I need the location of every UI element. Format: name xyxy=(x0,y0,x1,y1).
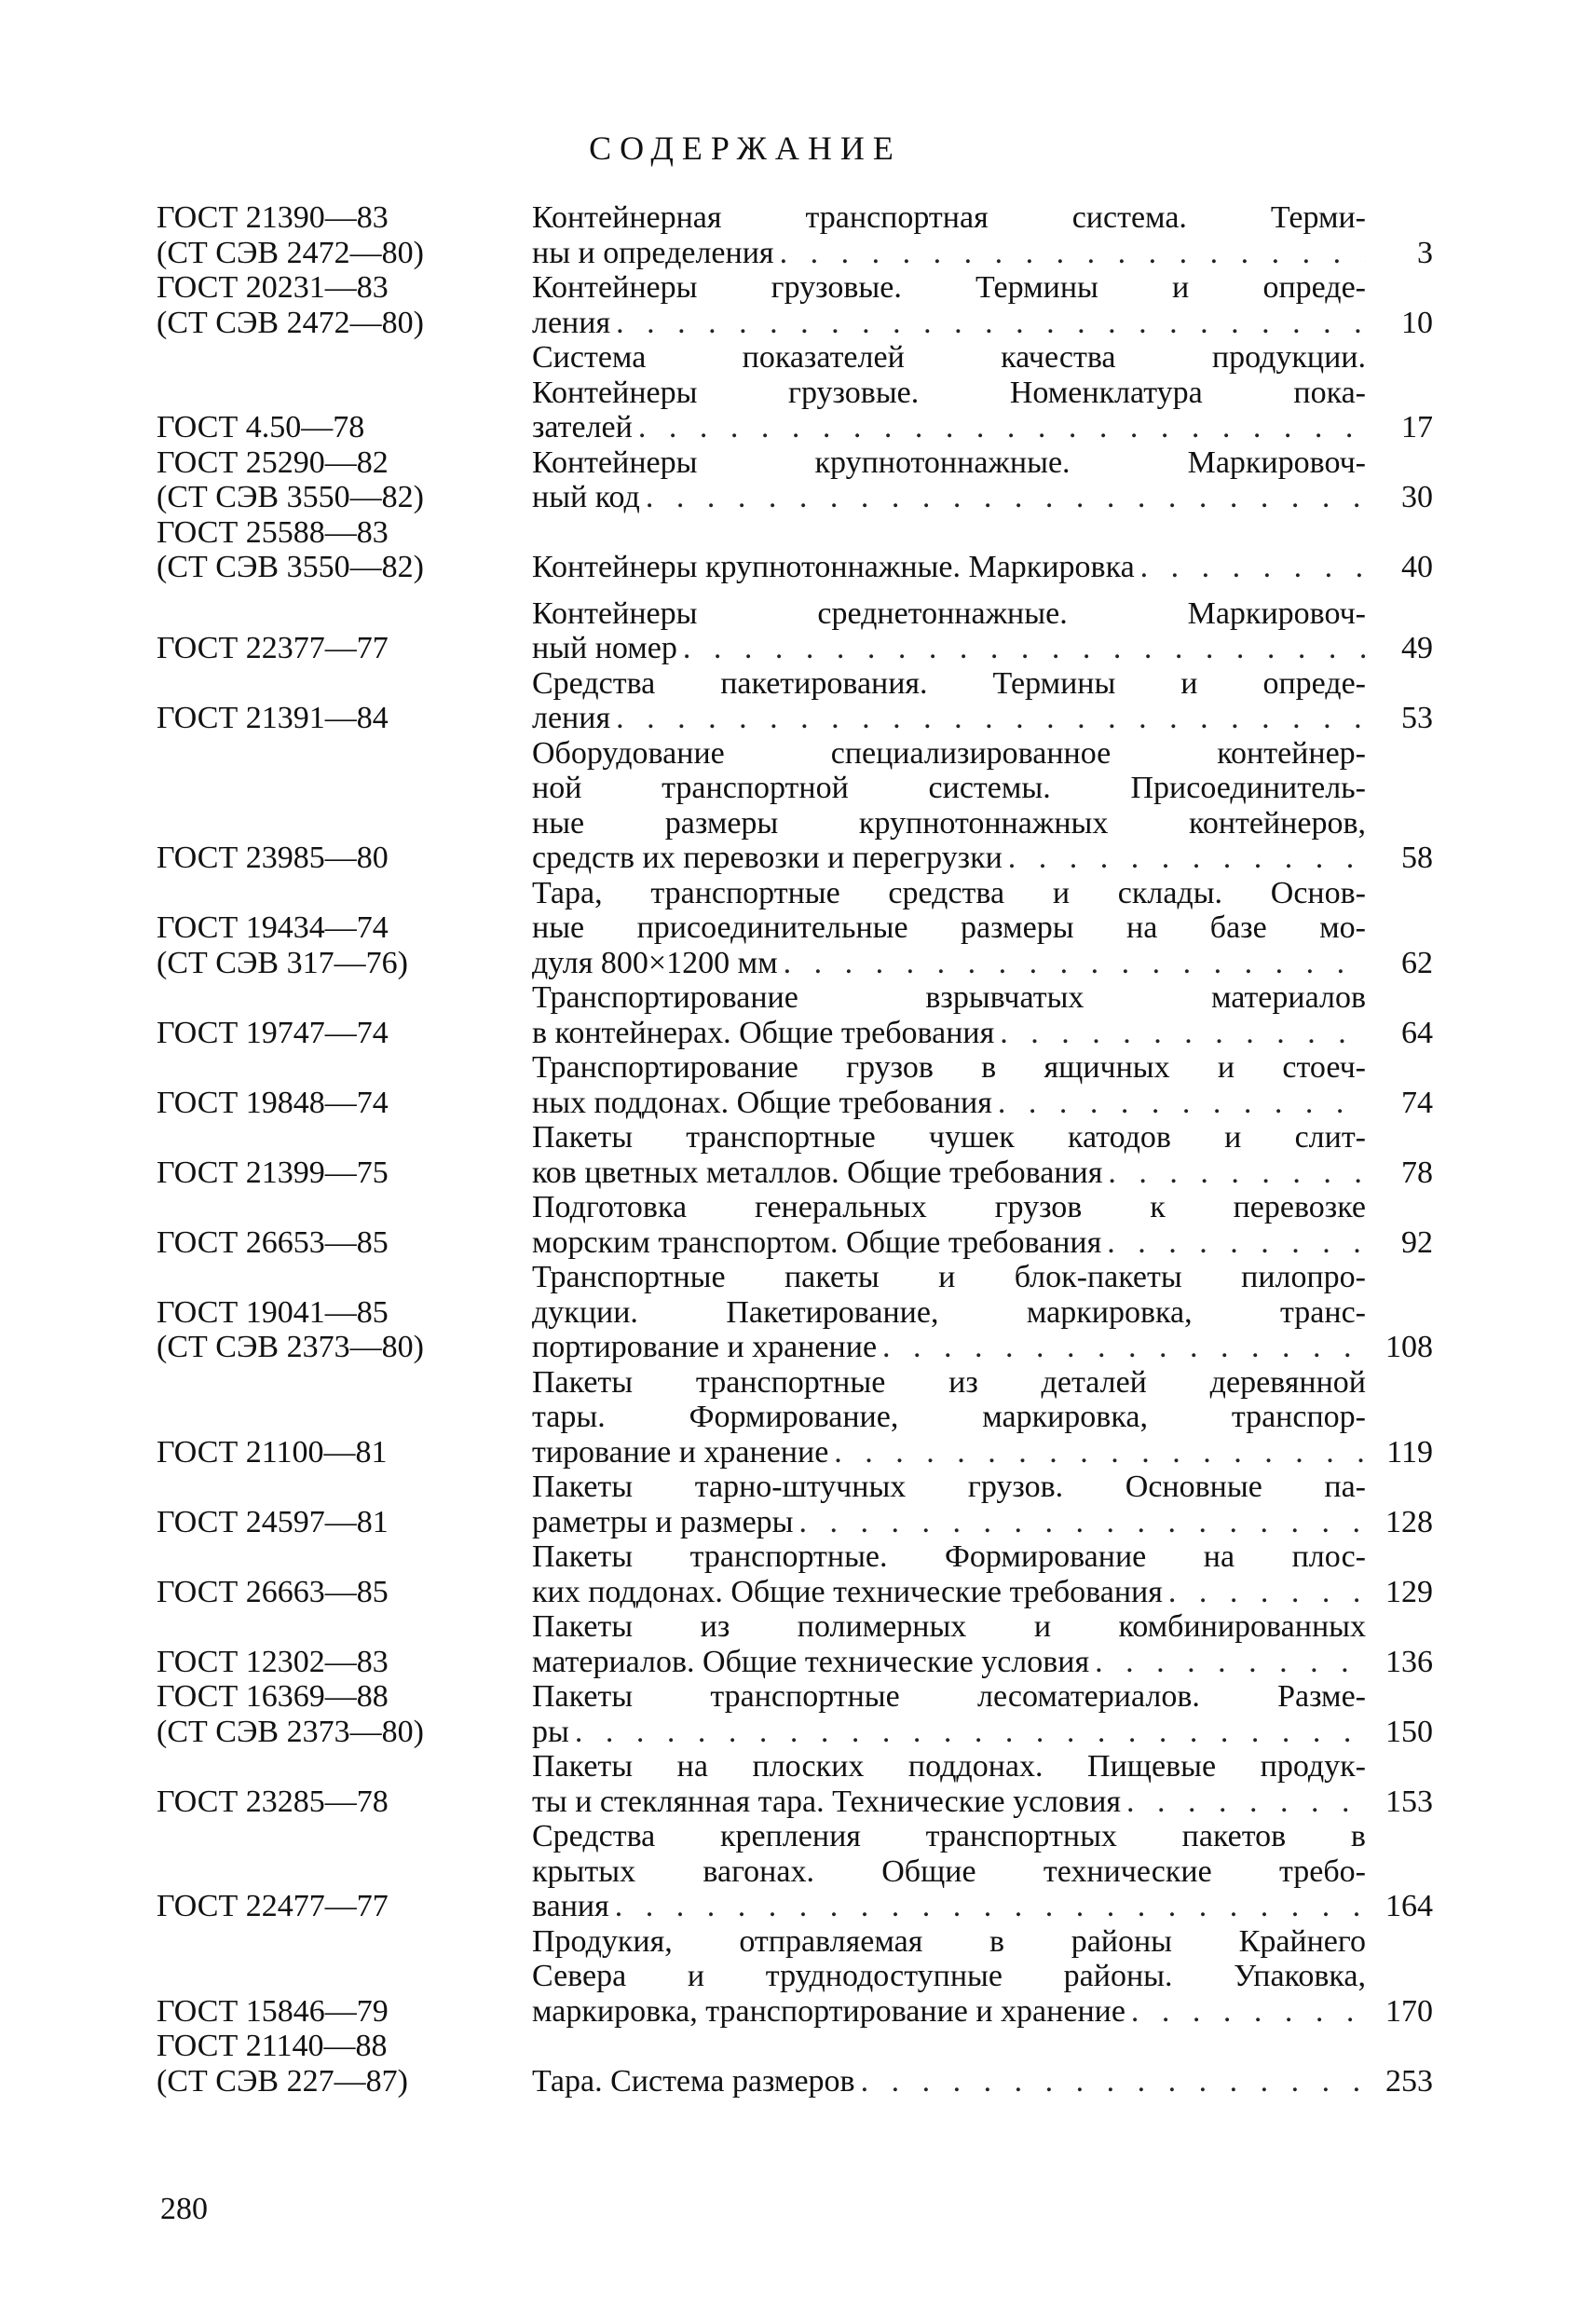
title-line xyxy=(532,480,1366,515)
standard-codes xyxy=(157,1645,532,1680)
toc-entry xyxy=(157,340,1433,445)
entry-title xyxy=(532,340,1366,445)
gost-code: ГОСТ 24597—81 xyxy=(157,1504,389,1539)
st-sev-code: (СТ СЭВ 317—76) xyxy=(157,945,408,980)
title-line-text: ный код xyxy=(532,480,640,514)
st-sev-code: (СТ СЭВ 2472—80) xyxy=(157,305,424,340)
gost-code: ГОСТ 23285—78 xyxy=(157,1784,389,1819)
toc-entry xyxy=(157,515,1433,585)
title-line-text: ный номер xyxy=(532,631,677,665)
toc-entry xyxy=(157,1365,1433,1470)
title-line: Контейнерная транспортная система. Терми- xyxy=(532,200,1366,235)
title-line xyxy=(532,1225,1366,1261)
gost-code: ГОСТ 25290—82 xyxy=(157,444,389,480)
entry-title xyxy=(532,1050,1366,1120)
dot-leader xyxy=(992,1086,1366,1121)
dot-leader xyxy=(994,1016,1366,1051)
title-line xyxy=(532,550,1366,585)
title-line xyxy=(532,841,1366,876)
standard-codes xyxy=(157,701,532,736)
title-line: Пакеты транспортные из деталей деревянной xyxy=(532,1364,1366,1400)
page-ref: 78 xyxy=(1401,1155,1433,1190)
dot-leader xyxy=(1163,1575,1366,1610)
title-line-text: Контейнеры крупнотоннажные. Маркировка xyxy=(532,550,1135,584)
standard-codes xyxy=(157,1575,532,1610)
title-line: дукции. Пакетирование, маркировка, транс- xyxy=(532,1294,1366,1330)
standard-codes xyxy=(157,1086,532,1121)
title-line-text: Тара. Система размеров xyxy=(532,2063,855,2099)
standard-codes xyxy=(157,270,532,340)
title-line: крытых вагонах. Общие технические требо- xyxy=(532,1853,1366,1889)
toc-entry xyxy=(157,1190,1433,1260)
toc-entry xyxy=(157,200,1433,270)
entry-title xyxy=(532,1365,1366,1470)
page-ref: 17 xyxy=(1401,410,1433,444)
title-line: Средства крепления транспортных пакетов в xyxy=(532,1819,1366,1853)
standard-codes xyxy=(157,1435,532,1470)
title-line xyxy=(532,236,1366,271)
standard-codes xyxy=(157,410,532,445)
gost-code: ГОСТ 19041—85 xyxy=(157,1294,389,1330)
title-line xyxy=(532,701,1366,736)
title-line: Подготовка генеральных грузов к перевозке xyxy=(532,1190,1366,1224)
title-line: Пакеты транспортные. Формирование на плос- xyxy=(532,1539,1366,1574)
title-line xyxy=(532,1715,1366,1750)
title-line: Контейнеры грузовые. Номенклатура пока- xyxy=(532,375,1366,410)
st-sev-code: (СТ СЭВ 3550—82) xyxy=(157,550,424,584)
dot-leader xyxy=(610,306,1366,341)
title-line-text: зателей xyxy=(532,410,633,444)
standard-codes xyxy=(157,2029,532,2099)
gost-code: ГОСТ 16369—88 xyxy=(157,1679,389,1714)
dot-leader xyxy=(877,1330,1366,1365)
standard-codes xyxy=(157,1505,532,1540)
page-ref: 128 xyxy=(1385,1504,1433,1539)
gost-code: ГОСТ 19434—74 xyxy=(157,910,389,945)
page-ref: 136 xyxy=(1385,1644,1433,1679)
title-line: Система показателей качества продукции. xyxy=(532,340,1366,375)
toc-entry xyxy=(157,1749,1433,1819)
toc-entry xyxy=(157,1539,1433,1609)
dot-leader xyxy=(633,410,1366,445)
title-line: ные размеры крупнотоннажных контейнеров, xyxy=(532,805,1366,841)
title-line-text: ких поддонах. Общие технические требования xyxy=(532,1574,1163,1609)
title-line xyxy=(532,1785,1366,1820)
page-ref: 3 xyxy=(1417,235,1433,270)
dot-leader xyxy=(774,236,1366,271)
title-line-text: раметры и размеры xyxy=(532,1504,794,1539)
standard-codes xyxy=(157,1679,532,1749)
gost-code: ГОСТ 26653—85 xyxy=(157,1224,389,1260)
title-line-text: ных поддонах. Общие требования xyxy=(532,1085,992,1120)
title-line: ной транспортной системы. Присоединитель- xyxy=(532,771,1366,805)
standard-codes xyxy=(157,910,532,980)
standard-codes xyxy=(157,1225,532,1261)
page-ref: 119 xyxy=(1386,1434,1433,1470)
title-line: Пакеты из полимерных и комбинированных xyxy=(532,1609,1366,1644)
toc-entry xyxy=(157,445,1433,515)
toc-entry xyxy=(157,1609,1433,1679)
entry-title xyxy=(532,1260,1366,1365)
title-line-text: ления xyxy=(532,305,611,340)
entry-title xyxy=(532,1749,1366,1819)
title-line-text: ков цветных металлов. Общие требования xyxy=(532,1155,1103,1190)
dot-leader xyxy=(1101,1225,1366,1261)
page-ref: 164 xyxy=(1385,1889,1433,1923)
page-number: 280 xyxy=(160,2192,208,2226)
title-line xyxy=(532,1575,1366,1610)
gost-code: ГОСТ 23985—80 xyxy=(157,841,389,875)
gost-code: ГОСТ 22377—77 xyxy=(157,631,389,665)
title-line xyxy=(532,1156,1366,1191)
standard-codes xyxy=(157,1785,532,1820)
toc-entry xyxy=(157,2029,1433,2099)
dot-leader xyxy=(855,2064,1366,2099)
dot-leader xyxy=(640,480,1366,515)
title-line xyxy=(532,1016,1366,1051)
title-line: Пакеты транспортные чушек катодов и слит- xyxy=(532,1120,1366,1155)
toc-entry xyxy=(157,666,1433,736)
title-line: Средства пакетирования. Термины и опреде- xyxy=(532,665,1366,701)
dot-leader xyxy=(1135,550,1366,585)
page-ref: 40 xyxy=(1401,550,1433,584)
title-line: Тара, транспортные средства и склады. Основ- xyxy=(532,875,1366,910)
entry-title xyxy=(532,1609,1366,1679)
standard-codes xyxy=(157,1156,532,1191)
toc-entry xyxy=(157,1924,1433,2030)
entry-title xyxy=(532,736,1366,876)
dot-leader xyxy=(1089,1645,1366,1680)
page-ref: 108 xyxy=(1385,1330,1433,1364)
entry-title xyxy=(532,1190,1366,1260)
standard-codes xyxy=(157,1889,532,1924)
st-sev-code: (СТ СЭВ 3550—82) xyxy=(157,480,424,514)
standard-codes xyxy=(157,200,532,270)
title-line-text: ты и стеклянная тара. Технические условия xyxy=(532,1784,1122,1819)
title-line: Контейнеры грузовые. Термины и опреде- xyxy=(532,270,1366,305)
toc-entry xyxy=(157,1260,1433,1365)
entry-title xyxy=(532,445,1366,515)
toc-entry xyxy=(157,1120,1433,1190)
title-line: Продукия, отправляемая в районы Крайнего xyxy=(532,1923,1366,1959)
entry-title xyxy=(532,200,1366,270)
page-heading: СОДЕРЖАНИЕ xyxy=(589,130,902,167)
toc-entry xyxy=(157,270,1433,340)
title-line xyxy=(532,631,1366,666)
entry-title xyxy=(532,550,1366,585)
title-line-text: ры xyxy=(532,1714,569,1749)
dot-leader xyxy=(609,1889,1366,1924)
entry-title xyxy=(532,876,1366,981)
gost-code: ГОСТ 21390—83 xyxy=(157,200,389,235)
toc-entry xyxy=(157,1679,1433,1749)
entry-title xyxy=(532,980,1366,1050)
dot-leader xyxy=(828,1435,1366,1470)
title-line-text: морским транспортом. Общие требования xyxy=(532,1224,1102,1260)
title-line-text: дуля 800×1200 мм xyxy=(532,945,778,980)
page-ref: 170 xyxy=(1385,1993,1433,2029)
dot-leader xyxy=(1003,841,1366,876)
dot-leader xyxy=(677,631,1366,666)
title-line-text: средств их перевозки и перегрузки xyxy=(532,841,1003,875)
title-line: Контейнеры среднетоннажные. Маркировоч- xyxy=(532,595,1366,631)
entry-title xyxy=(532,666,1366,736)
page-ref: 253 xyxy=(1385,2063,1433,2099)
dot-leader xyxy=(610,701,1366,736)
entry-title xyxy=(532,1120,1366,1190)
title-line xyxy=(532,1645,1366,1680)
standard-codes xyxy=(157,1994,532,2030)
page-ref: 150 xyxy=(1385,1714,1433,1749)
standard-codes xyxy=(157,1295,532,1365)
page-ref: 74 xyxy=(1401,1085,1433,1120)
entry-title xyxy=(532,1470,1366,1539)
toc-entry xyxy=(157,1470,1433,1539)
title-line: Оборудование специализированное контейнер- xyxy=(532,735,1366,771)
toc-entry xyxy=(157,1050,1433,1120)
title-line-text: портирование и хранение xyxy=(532,1330,878,1364)
title-line: Пакеты транспортные лесоматериалов. Разме- xyxy=(532,1679,1366,1714)
table-of-contents xyxy=(157,200,1433,2099)
gost-code: ГОСТ 19747—74 xyxy=(157,1015,389,1050)
title-line-text: тирование и хранение xyxy=(532,1434,829,1470)
title-line xyxy=(532,946,1366,981)
st-sev-code: (СТ СЭВ 227—87) xyxy=(157,2063,408,2099)
entry-title xyxy=(532,1819,1366,1924)
entry-title xyxy=(532,1539,1366,1609)
page-ref: 58 xyxy=(1401,841,1433,875)
page-ref: 30 xyxy=(1401,480,1433,514)
title-line-text: в контейнерах. Общие требования xyxy=(532,1015,995,1050)
dot-leader xyxy=(1121,1785,1366,1820)
st-sev-code: (СТ СЭВ 2373—80) xyxy=(157,1714,424,1749)
entry-title xyxy=(532,270,1366,340)
gost-code: ГОСТ 15846—79 xyxy=(157,1993,389,2029)
title-line xyxy=(532,1889,1366,1924)
title-line: Пакеты тарно-штучных грузов. Основные па- xyxy=(532,1470,1366,1504)
title-line-text: ны и определения xyxy=(532,235,774,270)
toc-entry xyxy=(157,1819,1433,1924)
page-ref: 49 xyxy=(1401,631,1433,665)
st-sev-code: (СТ СЭВ 2472—80) xyxy=(157,235,424,270)
page-ref: 53 xyxy=(1401,701,1433,735)
gost-code: ГОСТ 21140—88 xyxy=(157,2029,388,2063)
standard-codes xyxy=(157,445,532,515)
entry-title xyxy=(532,596,1366,666)
standard-codes xyxy=(157,841,532,876)
title-line-text: ления xyxy=(532,701,611,735)
toc-entry xyxy=(157,876,1433,981)
entry-title xyxy=(532,1924,1366,2030)
dot-leader xyxy=(778,946,1366,981)
standard-codes xyxy=(157,515,532,585)
title-line: Контейнеры крупнотоннажные. Маркировоч- xyxy=(532,444,1366,480)
title-line-text: материалов. Общие технические условия xyxy=(532,1644,1090,1679)
standard-codes xyxy=(157,631,532,666)
title-line: тары. Формирование, маркировка, транспор- xyxy=(532,1400,1366,1434)
page-ref: 10 xyxy=(1401,305,1433,340)
gost-code: ГОСТ 20231—83 xyxy=(157,270,389,305)
title-line-text: маркировка, транспортирование и хранение xyxy=(532,1993,1125,2029)
title-line xyxy=(532,1994,1366,2030)
title-line: ные присоединительные размеры на базе мо- xyxy=(532,910,1366,945)
gost-code: ГОСТ 21391—84 xyxy=(157,701,389,735)
dot-leader xyxy=(1102,1156,1366,1191)
page-ref: 62 xyxy=(1401,945,1433,980)
gost-code: ГОСТ 21399—75 xyxy=(157,1155,389,1190)
page-ref: 129 xyxy=(1385,1574,1433,1609)
st-sev-code: (СТ СЭВ 2373—80) xyxy=(157,1330,424,1364)
dot-leader xyxy=(569,1715,1366,1750)
toc-entry xyxy=(157,736,1433,876)
title-line xyxy=(532,1086,1366,1121)
page-ref: 153 xyxy=(1385,1784,1433,1819)
gost-code: ГОСТ 22477—77 xyxy=(157,1889,389,1923)
standard-codes xyxy=(157,1016,532,1051)
title-line xyxy=(532,410,1366,445)
dot-leader xyxy=(1125,1994,1366,2030)
toc-entry xyxy=(157,596,1433,666)
title-line: Севера и труднодоступные районы. Упаковка, xyxy=(532,1959,1366,1993)
entry-title xyxy=(532,2064,1366,2099)
gost-code: ГОСТ 21100—81 xyxy=(157,1434,388,1470)
dot-leader xyxy=(794,1505,1367,1540)
gost-code: ГОСТ 4.50—78 xyxy=(157,410,365,444)
page-ref: 92 xyxy=(1401,1224,1433,1260)
gost-code: ГОСТ 26663—85 xyxy=(157,1574,389,1609)
toc-entry xyxy=(157,980,1433,1050)
title-line xyxy=(532,1505,1366,1540)
title-line: Транспортные пакеты и блок-пакеты пилопро- xyxy=(532,1260,1366,1294)
title-line xyxy=(532,306,1366,341)
title-line-text: вания xyxy=(532,1889,609,1923)
title-line: Транспортирование взрывчатых материалов xyxy=(532,980,1366,1015)
title-line xyxy=(532,2064,1366,2099)
title-line: Пакеты на плоских поддонах. Пищевые продук- xyxy=(532,1749,1366,1784)
title-line xyxy=(532,1435,1366,1470)
title-line xyxy=(532,1330,1366,1365)
entry-title xyxy=(532,1679,1366,1749)
gost-code: ГОСТ 25588—83 xyxy=(157,514,389,550)
gost-code: ГОСТ 12302—83 xyxy=(157,1644,389,1679)
title-line: Транспортирование грузов в ящичных и стоеч- xyxy=(532,1050,1366,1085)
page-ref: 64 xyxy=(1401,1015,1433,1050)
gost-code: ГОСТ 19848—74 xyxy=(157,1085,389,1120)
